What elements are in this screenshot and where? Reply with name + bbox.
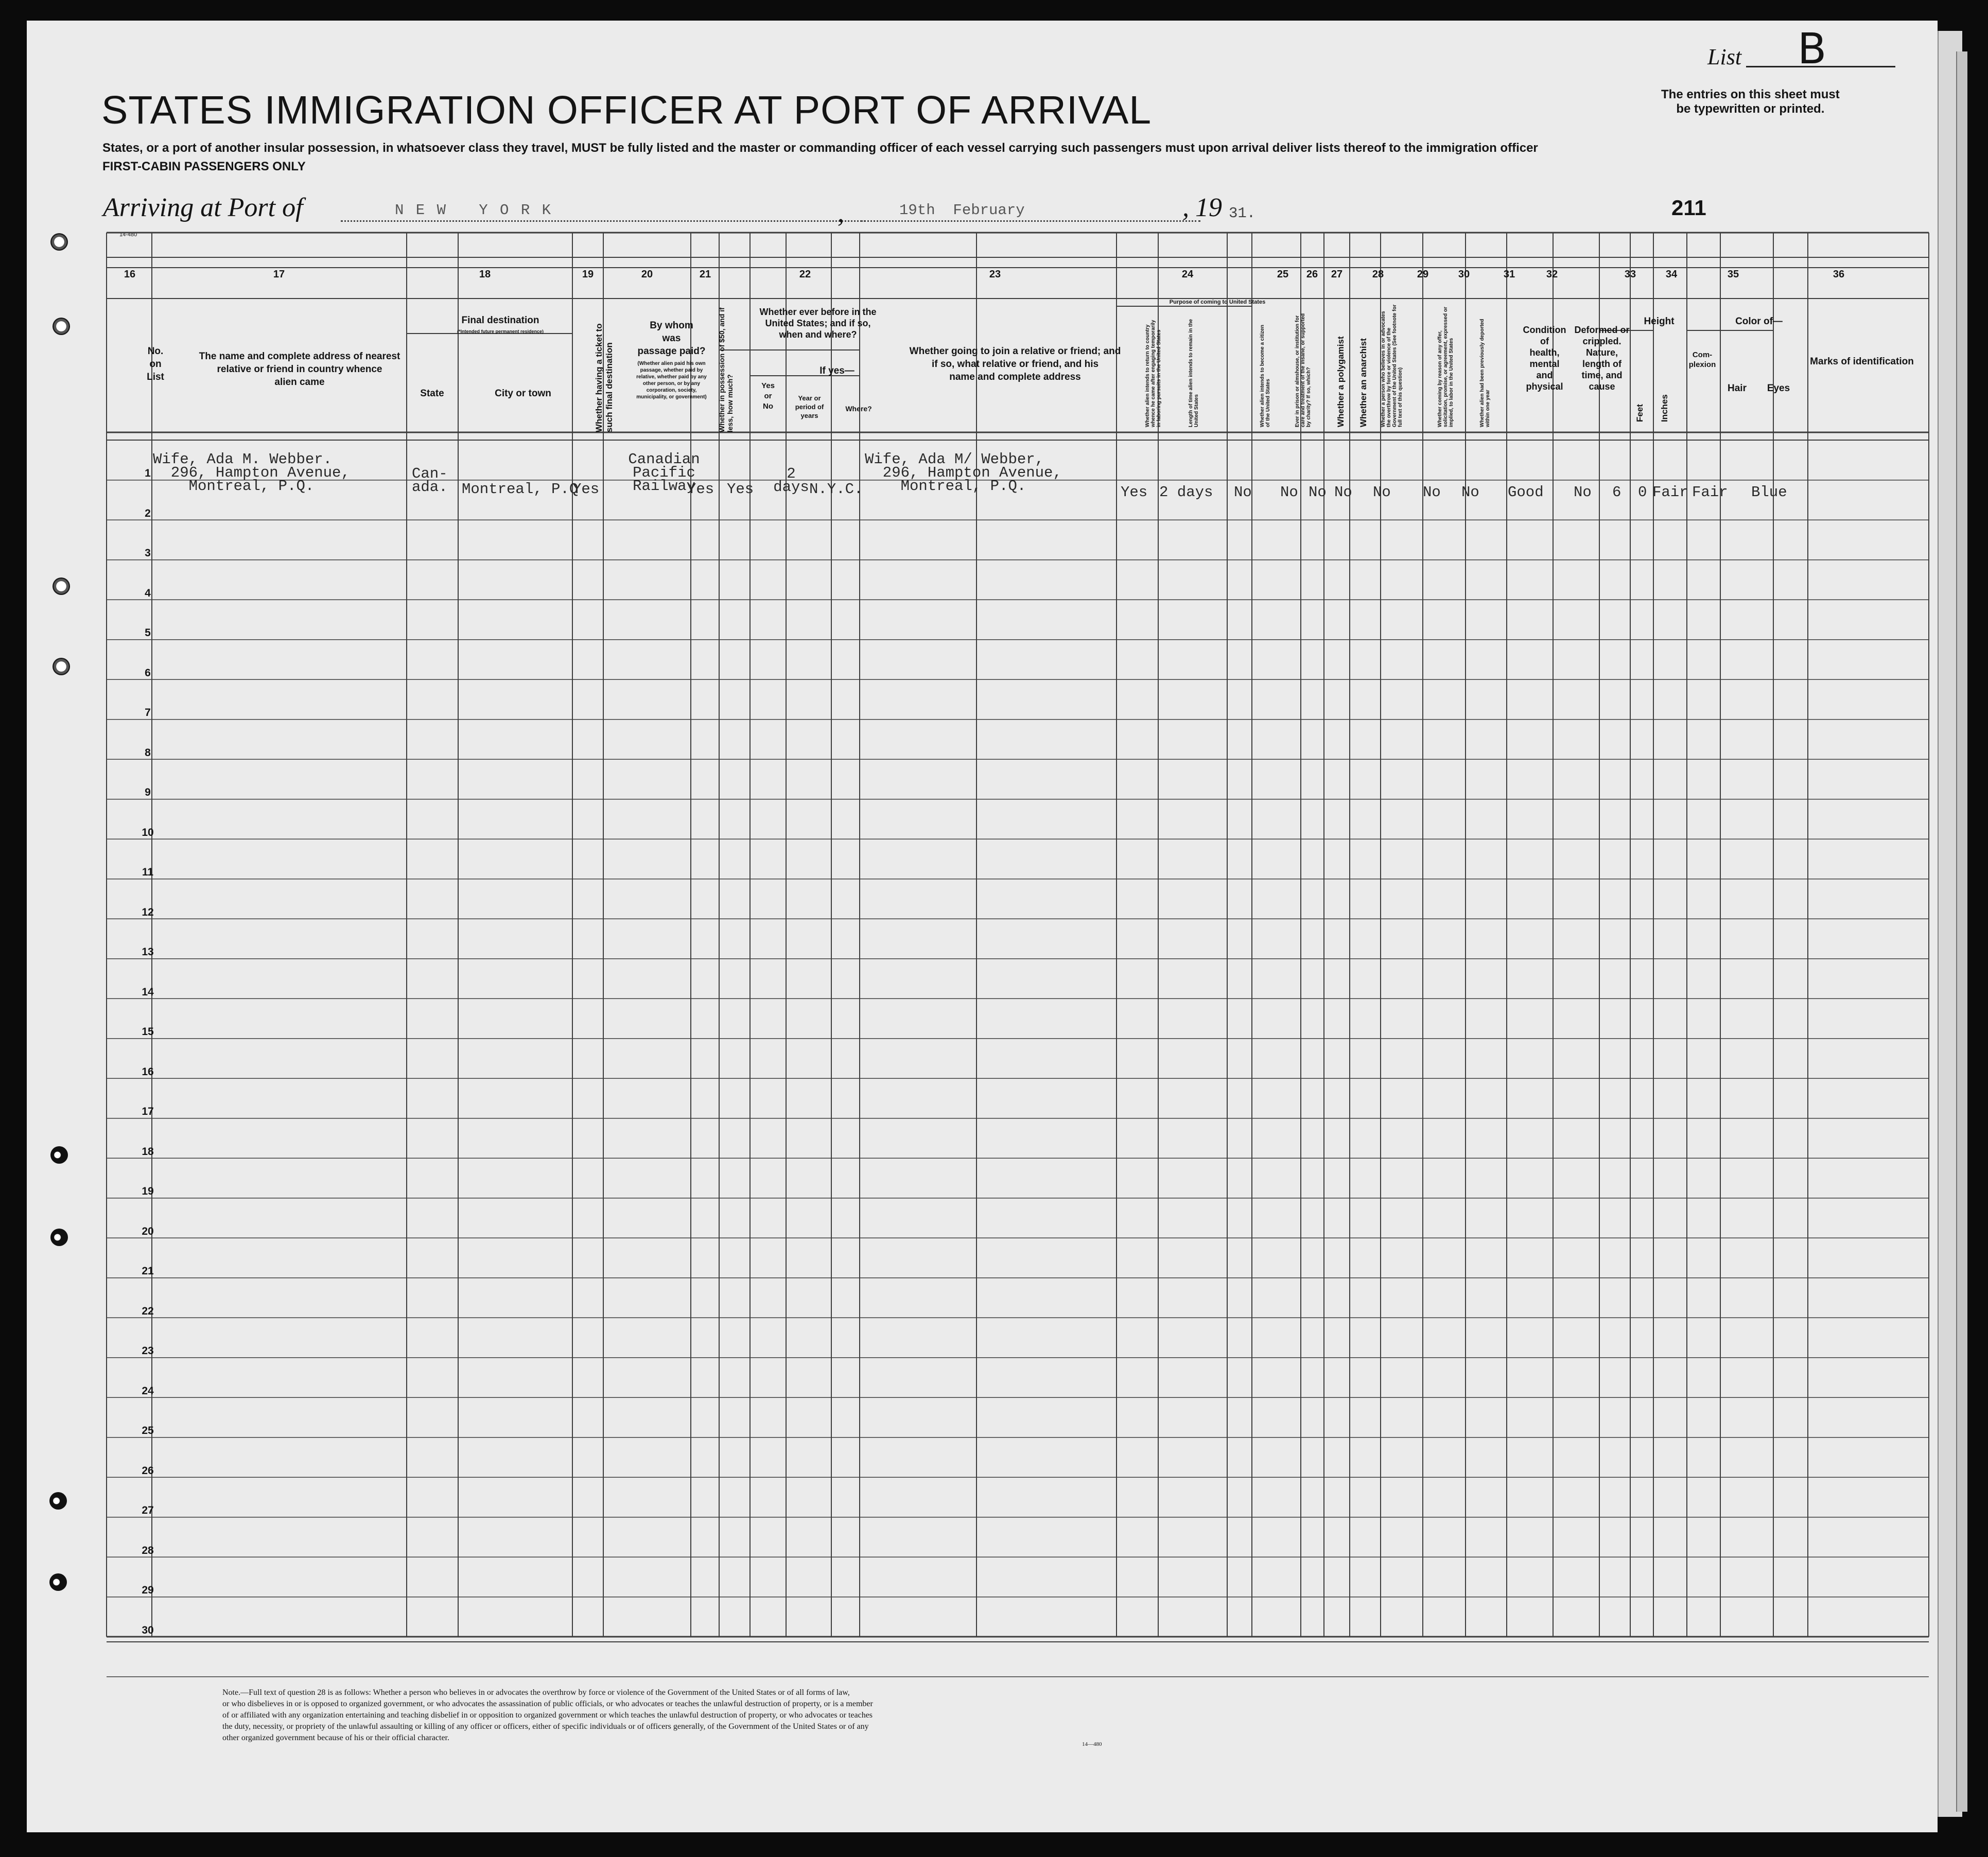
entry-eyes: Blue (1751, 484, 1787, 501)
entry-deported: No (1461, 484, 1479, 501)
header-state: State (420, 388, 444, 399)
header-marks: Marks of identification (1810, 356, 1914, 367)
header-anarchist: Whether an anarchist (1358, 338, 1368, 427)
binder-hole (50, 1229, 68, 1246)
column-number: 30 (1458, 269, 1470, 280)
row-number: 13 (142, 946, 154, 958)
row-number: 8 (145, 746, 151, 759)
ruled-grid (27, 21, 1938, 1832)
row-number: 2 (145, 507, 151, 519)
manifest-sheet (27, 21, 1938, 1832)
form-subtitle: States, or a port of another insular possession, in whatsoever class they travel, MUST be fully listed and the master or commanding officer of each vessel carrying such passengers must upon arrival deliver lists thereof to the immigration officer (102, 141, 1538, 155)
header-where: Where? (845, 405, 872, 413)
entry-polygamist: No (1309, 484, 1327, 501)
binder-hole (53, 318, 70, 335)
entry-inches: 0 (1638, 484, 1647, 501)
row-number: 7 (145, 707, 151, 719)
header-final-destination-note: (*Intended future permanent residence) (457, 329, 544, 334)
year-prefix: 19 (1195, 193, 1222, 222)
row-number: 10 (142, 826, 154, 838)
form-title: STATES IMMIGRATION OFFICER AT PORT OF ARRIVAL (101, 88, 1152, 132)
column-number: 18 (479, 269, 491, 280)
footnote-code: 14—480 (1082, 1741, 1102, 1747)
arrival-date: 19th February (899, 202, 1025, 219)
binder-hole (49, 1492, 67, 1510)
row-number: 19 (142, 1185, 154, 1197)
column-number: 22 (799, 269, 811, 280)
list-label: List (1707, 44, 1742, 69)
column-number: 34 (1665, 269, 1678, 280)
entry-ticket: Yes (572, 481, 600, 498)
header-height: Height (1644, 316, 1675, 327)
entry-city: Montreal, P.Q (462, 481, 579, 498)
binder-hole (50, 1146, 68, 1164)
row-number: 12 (142, 906, 154, 918)
comma: , (838, 199, 844, 228)
entry-health: Good (1508, 484, 1544, 501)
column-number: 31 (1503, 269, 1515, 280)
header-labor-offer: Whether coming by reason of any offer, solicitation, promise, or agreement, expressed or implied, to labor in the United States (1437, 307, 1454, 427)
entry-join: Wife, Ada M/ Webber, 296, Hampton Avenue, Montreal, P.Q. (865, 451, 1062, 495)
header-passage-paid: By whom was passage paid? (637, 320, 706, 357)
entry-deformed: No (1574, 484, 1592, 501)
row-number: 14 (142, 986, 154, 998)
column-number: 28 (1372, 269, 1384, 280)
row-number: 29 (142, 1584, 154, 1596)
header-complexion: Com- plexion (1688, 351, 1716, 369)
arrival-port: N E W Y O R K (395, 202, 553, 219)
entry-labor: No (1423, 484, 1441, 501)
header-ever-before: Whether ever before in the United States; and if so, when and where? (759, 307, 877, 340)
header-overthrow: Whether a person who believes in or advocates the overthrow by force or violence of the Government of the United States (See footnote for full text of this question) (1381, 304, 1403, 427)
row-number: 20 (142, 1225, 154, 1237)
column-number: 33 (1624, 269, 1636, 280)
arrival-label: Arriving at Port of (103, 193, 303, 222)
entry-complexion: Fair (1652, 484, 1688, 501)
entry-relative: Wife, Ada M. Webber. 296, Hampton Avenue, Montreal, P.Q. (153, 451, 350, 495)
header-hair: Hair (1728, 383, 1747, 394)
header-color-of: Color of— (1735, 316, 1783, 327)
header-join-relative: Whether going to join a relative or friend; and if so, what relative or friend, and his name and complete address (909, 346, 1121, 382)
row-number: 17 (142, 1106, 154, 1117)
row-number: 15 (142, 1026, 154, 1038)
year-suffix: 31. (1229, 205, 1256, 222)
row-number: 16 (142, 1065, 154, 1078)
row-number: 18 (142, 1145, 154, 1158)
header-purpose-citizen: Whether alien intends to become a citizen of the United States (1260, 325, 1271, 427)
row-number: 21 (142, 1265, 154, 1277)
entry-state: Can- ada. (412, 465, 448, 496)
binder-hole (49, 1573, 67, 1591)
list-value: B (1798, 25, 1827, 74)
row-number: 22 (142, 1305, 154, 1317)
row-number: 6 (145, 667, 151, 679)
entry-hair: Fair (1692, 484, 1728, 501)
header-purpose: Purpose of coming to United States (1169, 299, 1266, 305)
page-edge-back (1956, 51, 1967, 1812)
header-feet: Feet (1635, 404, 1645, 422)
header-deported: Whether alien had been previously deported within one year (1479, 319, 1491, 427)
header-possession-50: Whether in possession of $50, and if less, how much? (718, 307, 734, 432)
header-deformed: Deformed or crippled. Nature, length of time, and cause (1574, 325, 1630, 392)
header-inches: Inches (1660, 394, 1669, 422)
column-number: 16 (124, 269, 136, 280)
header-ticket: Whether having a ticket to such final destination (594, 323, 614, 432)
entry-citizen: No (1234, 484, 1252, 501)
row-number: 27 (142, 1504, 154, 1516)
row-number: 24 (142, 1385, 154, 1397)
header-prison: Ever in prison or almshouse, or institution for care and treatment of the insane, or supported by charity? If so, which? (1295, 313, 1312, 427)
entry-prison: No (1280, 484, 1298, 501)
entry-overthrow: No (1373, 484, 1391, 501)
column-number: 17 (273, 269, 285, 280)
row-number: 5 (145, 627, 151, 639)
header-purpose-length: Length of time alien intends to remain in the United States (1188, 319, 1199, 427)
page-number: 211 (1671, 196, 1706, 220)
row-number: 11 (142, 866, 154, 878)
header-nearest-relative: The name and complete address of nearest relative or friend in country whence alien came (199, 351, 400, 388)
column-number: 25 (1277, 269, 1289, 280)
row-number: 25 (142, 1425, 154, 1436)
row-number: 3 (145, 547, 151, 559)
header-city: City or town (495, 388, 551, 399)
column-number: 23 (989, 269, 1001, 280)
header-no-on-list: No. on List (147, 346, 164, 382)
column-number: 20 (641, 269, 653, 280)
header-eyes: Eyes (1767, 383, 1790, 394)
footnote: Note.—Full text of question 28 is as follows: Whether a person who believes in or advocates the overthrow by force or violence of the Government of the United States or of all forms of law, or who disbelieves in or is opposed to organized government, or who advocates the assassination of public officials, or who advocates or teaches the unlawful destruction of property, or is a member of or affiliated with any organization entertaining and teaching disbelief in or opposition to organized government or which teaches the unlawful destruction of property, or who advocates or teaches the duty, necessity, or propriety of the unlawful assaulting or killing of any officer or officers, either of specific individuals or of officers generally, of the Government of the United States or of any other organized government because of his or their official character. (222, 1688, 873, 1742)
form-code: 14-480 (119, 232, 137, 238)
typewritten-note: The entries on this sheet must be typewritten or printed. (1661, 87, 1840, 116)
entry-return: Yes (1121, 484, 1148, 501)
entry-feet: 6 (1612, 484, 1621, 501)
column-number: 26 (1306, 269, 1318, 280)
entry-money: Yes (687, 481, 714, 498)
form-subtitle-2: FIRST-CABIN PASSENGERS ONLY (102, 160, 306, 173)
header-final-destination: Final destination (461, 315, 539, 326)
entry-length: 2 days (1159, 484, 1213, 501)
column-number: 32 (1546, 269, 1558, 280)
header-purpose-return: Whether alien intends to return to country whence he came after engaging temporarily in laboring pursuits in the United States (1145, 320, 1162, 427)
column-number: 35 (1727, 269, 1739, 280)
header-health: Condition of health, mental and physical (1523, 325, 1566, 392)
comma-2: , (1182, 193, 1189, 222)
column-number: 36 (1833, 269, 1845, 280)
header-year-period: Year or period of years (795, 394, 824, 419)
entry-where: N.Y.C. (809, 481, 863, 498)
binder-hole (53, 658, 70, 675)
header-if-yes: If yes— (819, 365, 855, 376)
row-number: 23 (142, 1345, 154, 1357)
row-number: 9 (145, 786, 151, 798)
column-number: 27 (1331, 269, 1343, 280)
column-number: 29 (1417, 269, 1429, 280)
row-number: 4 (145, 587, 151, 599)
entry-period: 2 days (773, 465, 809, 496)
binder-hole (50, 233, 68, 251)
column-number: 21 (699, 269, 711, 280)
entry-anarchist: No (1334, 484, 1352, 501)
binder-hole (53, 577, 70, 595)
header-yes-or-no: Yes or No (761, 381, 775, 411)
header-polygamist: Whether a polygamist (1336, 336, 1346, 427)
row-number: 28 (142, 1544, 154, 1556)
row-number: 30 (142, 1624, 154, 1636)
column-number: 24 (1181, 269, 1194, 280)
entry-ever-before: Yes (727, 481, 754, 498)
column-number: 19 (582, 269, 594, 280)
header-passage-note: (Whether alien paid his own passage, whether paid by relative, whether paid by any other person, or by any corporation, society, municipality, or government) (636, 361, 707, 400)
row-number: 26 (142, 1464, 154, 1477)
row-number: 1 (145, 467, 151, 479)
entry-passage: Canadian Pacific Railway (628, 451, 700, 495)
